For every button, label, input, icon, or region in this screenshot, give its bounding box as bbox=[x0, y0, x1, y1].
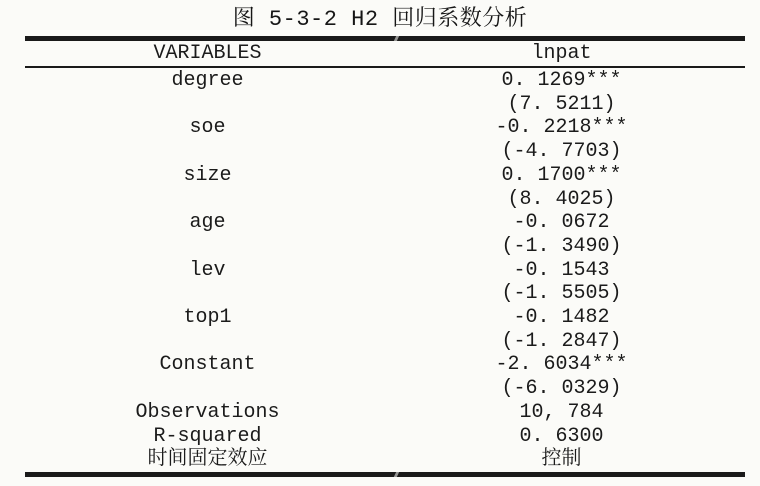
table-body bbox=[0, 69, 760, 472]
table-row-soe-coef bbox=[25, 116, 745, 140]
column-header-lnpat: lnpat bbox=[531, 42, 592, 65]
empty-cell bbox=[25, 235, 390, 259]
table-top-rule bbox=[25, 36, 745, 41]
empty-cell bbox=[25, 330, 390, 354]
table-row-observations bbox=[25, 401, 745, 425]
coefficient-value: 0. 1700*** bbox=[501, 163, 622, 187]
table-row-rsquared bbox=[25, 425, 745, 449]
coefficient-value: -0. 1543 bbox=[513, 258, 610, 282]
variable-name: degree bbox=[171, 69, 244, 92]
table-row-size-tstat bbox=[25, 188, 745, 212]
stat-value: 控制 bbox=[541, 448, 582, 472]
variable-name: lev bbox=[189, 258, 226, 282]
variable-name: Constant bbox=[159, 353, 256, 377]
tstat-value: (-6. 0329) bbox=[501, 377, 622, 401]
coefficient-value: -2. 6034*** bbox=[495, 353, 628, 377]
empty-cell bbox=[25, 188, 390, 212]
table-row-degree-coef bbox=[25, 69, 745, 93]
table-row-lev-coef bbox=[25, 259, 745, 283]
tstat-value: (-4. 7703) bbox=[501, 140, 622, 164]
variable-name: soe bbox=[189, 116, 226, 140]
variable-name: top1 bbox=[183, 306, 232, 330]
stat-value: 10, 784 bbox=[519, 400, 604, 424]
table-row-degree-tstat bbox=[25, 93, 745, 117]
stat-value: 0. 6300 bbox=[519, 424, 604, 448]
tstat-value: (7. 5211) bbox=[507, 92, 616, 116]
stat-label: R-squared bbox=[153, 424, 262, 448]
empty-cell bbox=[25, 140, 390, 164]
stat-label: Observations bbox=[135, 400, 280, 424]
variable-name: size bbox=[183, 163, 232, 187]
table-header-row bbox=[25, 41, 745, 66]
table-row-size-coef bbox=[25, 164, 745, 188]
empty-cell bbox=[25, 282, 390, 306]
header-separator-rule bbox=[25, 66, 745, 68]
table-caption: 图 5-3-2 H2 回归系数分析 bbox=[232, 7, 528, 32]
table-row-age-coef bbox=[25, 211, 745, 235]
column-header-variables: VARIABLES bbox=[153, 42, 262, 65]
tstat-value: (-1. 3490) bbox=[501, 234, 622, 258]
scanned-document-page bbox=[0, 6, 760, 486]
variable-name: age bbox=[189, 211, 226, 235]
table-row-constant-coef bbox=[25, 353, 745, 377]
table-row-lev-tstat bbox=[25, 282, 745, 306]
table-row-top1-tstat bbox=[25, 330, 745, 354]
table-row-time-fixed-effects bbox=[25, 448, 745, 472]
coefficient-value: 0. 1269*** bbox=[501, 69, 622, 92]
rule-scan-notch bbox=[394, 36, 399, 41]
table-row-constant-tstat bbox=[25, 377, 745, 401]
tstat-value: (-1. 2847) bbox=[501, 329, 622, 353]
coefficient-value: -0. 1482 bbox=[513, 306, 610, 330]
empty-cell bbox=[25, 377, 390, 401]
tstat-value: (-1. 5505) bbox=[501, 282, 622, 306]
table-bottom-rule bbox=[25, 472, 745, 477]
stat-label: 时间固定效应 bbox=[147, 448, 268, 472]
table-row-age-tstat bbox=[25, 235, 745, 259]
rule-scan-notch bbox=[394, 472, 399, 477]
table-row-soe-tstat bbox=[25, 140, 745, 164]
tstat-value: (8. 4025) bbox=[507, 187, 616, 211]
empty-cell bbox=[25, 93, 390, 117]
coefficient-value: -0. 0672 bbox=[513, 211, 610, 235]
table-row-top1-coef bbox=[25, 306, 745, 330]
coefficient-value: -0. 2218*** bbox=[495, 116, 628, 140]
